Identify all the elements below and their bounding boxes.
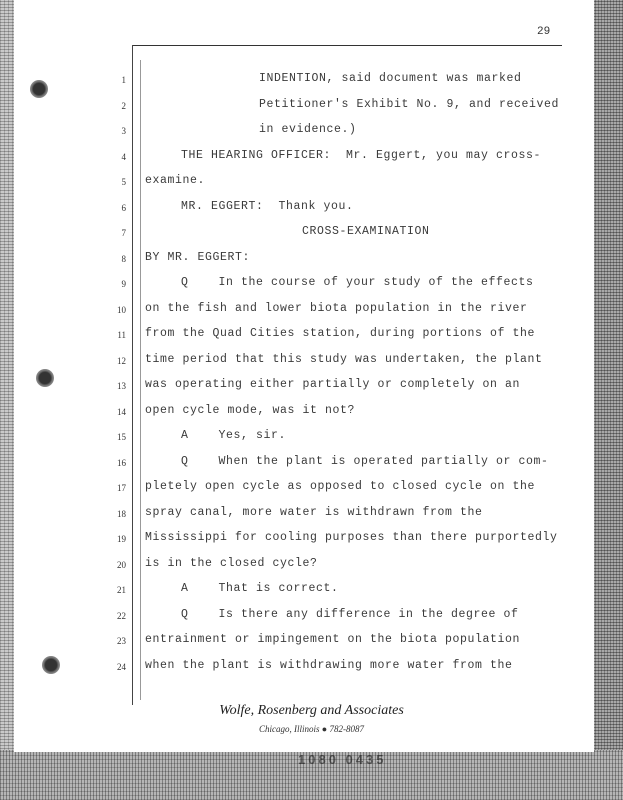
line-number: 19	[117, 534, 126, 544]
court-reporter-city: Chicago, Illinois ● 782-8087	[259, 724, 364, 734]
line-number: 5	[121, 177, 126, 187]
line-text: THE HEARING OFFICER: Mr. Eggert, you may cross-	[181, 148, 542, 162]
transcript-line	[0, 659, 600, 677]
line-number: 22	[117, 610, 126, 621]
line-text: was operating either partially or completely on an	[145, 378, 521, 391]
line-number: 18	[117, 508, 126, 519]
document-stamp: 1080 0435	[298, 752, 387, 767]
line-number: 21	[117, 585, 126, 595]
transcript-line	[0, 506, 600, 524]
transcript-line	[0, 404, 600, 422]
line-number: 10	[117, 304, 126, 315]
line-text: Mississippi for cooling purposes than there purportedly	[145, 531, 558, 544]
transcript-line	[0, 123, 600, 141]
line-text: entrainment or impingement on the biota population	[145, 633, 521, 646]
line-text: spray canal, more water is withdrawn from the	[145, 505, 483, 519]
transcript-line	[0, 582, 600, 600]
transcript-line	[0, 276, 600, 294]
line-text: Q When the plant is operated partially or com-	[181, 454, 549, 468]
transcript-line	[0, 98, 600, 116]
transcript-line	[0, 72, 600, 90]
line-text: BY MR. EGGERT:	[145, 250, 251, 264]
transcript-line	[0, 429, 600, 447]
transcript-line	[0, 531, 600, 549]
transcript-line	[0, 557, 600, 575]
line-text: INDENTION, said document was marked	[259, 72, 522, 85]
line-text: is in the closed cycle?	[145, 556, 318, 570]
line-text: Q Is there any difference in the degree of	[181, 607, 519, 621]
line-text: MR. EGGERT: Thank you.	[181, 199, 354, 213]
scanner-edge-right	[589, 0, 623, 800]
line-text: from the Quad Cities station, during portions of the	[145, 327, 536, 340]
line-number: 23	[117, 636, 126, 646]
line-number: 7	[121, 228, 126, 238]
line-number: 16	[117, 457, 126, 468]
transcript-line	[0, 353, 600, 371]
transcript-line	[0, 225, 600, 243]
line-text: Petitioner's Exhibit No. 9, and received	[259, 97, 560, 111]
transcript-line	[0, 149, 600, 167]
transcript-line	[0, 608, 600, 626]
page-number: 29	[537, 26, 551, 38]
transcript-line	[0, 200, 600, 218]
line-number: 4	[121, 151, 126, 162]
line-number: 3	[121, 126, 126, 136]
line-number: 13	[117, 381, 126, 391]
line-text: Q In the course of your study of the effects	[181, 276, 534, 289]
line-number: 24	[117, 661, 126, 672]
transcript-line	[0, 251, 600, 269]
transcript-line	[0, 174, 600, 192]
line-text: A That is correct.	[181, 582, 339, 595]
line-number: 14	[117, 406, 126, 417]
court-reporter-firm: Wolfe, Rosenberg and Associates	[219, 703, 404, 718]
line-text: on the fish and lower biota population in the river	[145, 301, 528, 315]
line-number: 1	[121, 75, 126, 85]
line-number: 2	[121, 100, 126, 111]
line-text: examine.	[145, 174, 206, 187]
line-text: in evidence.)	[259, 123, 357, 136]
line-text: when the plant is withdrawing more water from the	[145, 658, 513, 672]
line-text: time period that this study was undertaken, the plant	[145, 352, 543, 366]
line-text: pletely open cycle as opposed to closed cycle on the	[145, 480, 536, 493]
transcript-line	[0, 302, 600, 320]
line-number: 20	[117, 559, 126, 570]
line-number: 9	[121, 279, 126, 289]
line-number: 11	[117, 330, 126, 340]
line-number: 8	[121, 253, 126, 264]
transcript-line	[0, 455, 600, 473]
line-text: A Yes, sir.	[181, 429, 287, 442]
transcript-line	[0, 633, 600, 651]
line-number: 15	[117, 432, 126, 442]
line-number: 12	[117, 355, 126, 366]
margin-rule-top	[132, 45, 562, 46]
line-text: open cycle mode, was it not?	[145, 403, 356, 417]
line-number: 6	[121, 202, 126, 213]
margin-rule-left	[132, 45, 133, 705]
line-text: CROSS-EXAMINATION	[302, 225, 430, 238]
line-number: 17	[117, 483, 126, 493]
transcript-line	[0, 378, 600, 396]
transcript-line	[0, 480, 600, 498]
transcript-line	[0, 327, 600, 345]
